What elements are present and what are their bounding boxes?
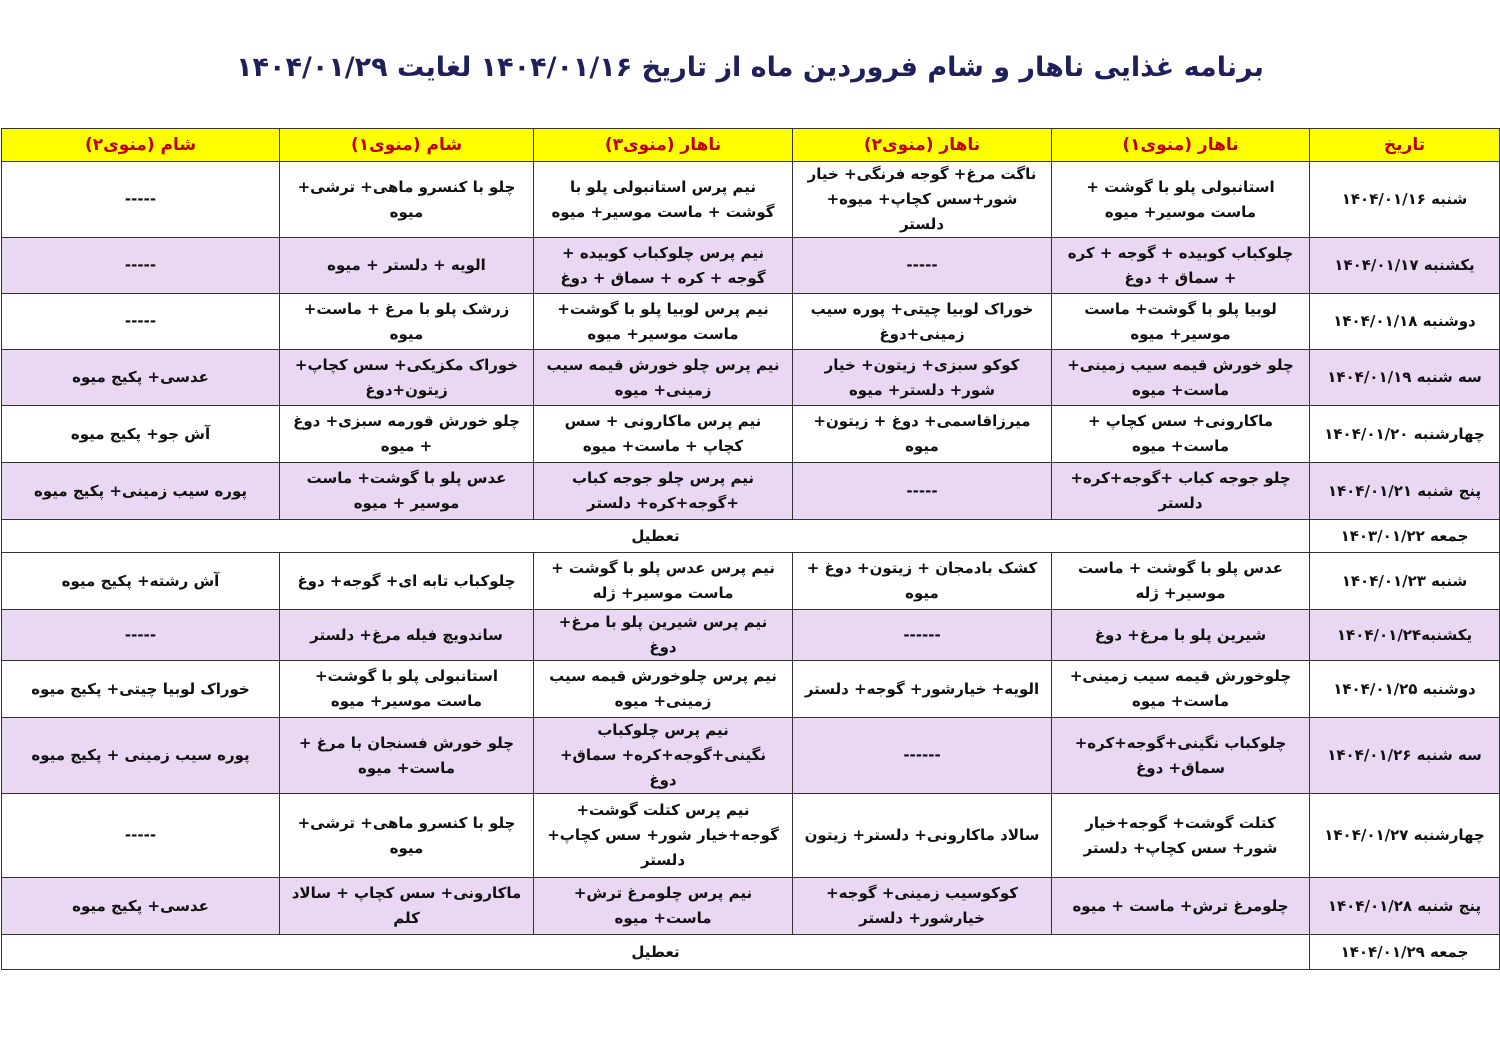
lunch-menu-3-cell: نیم پرس چلومرغ ترش+ ماست+ میوه [534,878,793,935]
date-cell: شنبه ۱۴۰۴/۰۱/۱۶ [1310,162,1500,238]
lunch-menu-1-cell: چلوخورش قیمه سیب زمینی+ ماست+ میوه [1052,661,1310,718]
lunch-menu-2-cell: کشک بادمجان + زیتون+ دوغ + میوه [793,553,1052,610]
date-cell: جمعه ۱۴۰۴/۰۱/۲۹ [1310,935,1500,970]
table-row [2,162,1500,238]
date-cell: سه شنبه ۱۴۰۴/۰۱/۲۶ [1310,718,1500,794]
date-cell: یکشنبه ۱۴۰۴/۰۱/۱۷ [1310,238,1500,294]
date-cell: سه شنبه ۱۴۰۴/۰۱/۱۹ [1310,350,1500,406]
header-row [2,129,1500,162]
date-cell: پنج شنبه ۱۴۰۴/۰۱/۲۸ [1310,878,1500,935]
date-cell: پنج شنبه ۱۴۰۴/۰۱/۲۱ [1310,463,1500,520]
date-cell: دوشنبه ۱۴۰۴/۰۱/۲۵ [1310,661,1500,718]
header-dinner-menu-2: شام (منوی۲) [2,129,280,162]
table-row [2,463,1500,520]
table-row [2,661,1500,718]
header-date: تاریخ [1310,129,1500,162]
lunch-menu-1-cell: چلومرغ ترش+ ماست + میوه [1052,878,1310,935]
lunch-menu-2-cell: ----- [793,463,1052,520]
holiday-cell: تعطیل [2,520,1310,553]
lunch-menu-3-cell: نیم پرس لوبیا پلو با گوشت+ ماست موسیر+ میوه [534,294,793,350]
lunch-menu-3-cell: نیم پرس کتلت گوشت+ گوجه+خیار شور+ سس کچاپ+ دلستر [534,794,793,878]
lunch-menu-2-cell: ------ [793,610,1052,661]
lunch-menu-2-cell: الویه+ خیارشور+ گوجه+ دلستر [793,661,1052,718]
dinner-menu-1-cell: خوراک مکزیکی+ سس کچاپ+ زیتون+دوغ [280,350,534,406]
holiday-cell: تعطیل [2,935,1310,970]
table-body [2,162,1500,970]
lunch-menu-1-cell: چلو خورش قیمه سیب زمینی+ ماست+ میوه [1052,350,1310,406]
dinner-menu-2-cell: ----- [2,294,280,350]
page-title: برنامه غذایی ناهار و شام فروردین ماه از تاریخ ۱۴۰۴/۰۱/۱۶ لغایت ۱۴۰۴/۰۱/۲۹ [236,52,1264,83]
header-dinner-menu-1: شام (منوی۱) [280,129,534,162]
lunch-menu-1-cell: چلوکباب کوبیده + گوجه + کره + سماق + دوغ [1052,238,1310,294]
lunch-menu-1-cell: لوبیا پلو با گوشت+ ماست موسیر+ میوه [1052,294,1310,350]
dinner-menu-2-cell: خوراک لوبیا چیتی+ پکیج میوه [2,661,280,718]
lunch-menu-2-cell: ----- [793,238,1052,294]
dinner-menu-1-cell: استانبولی پلو با گوشت+ ماست موسیر+ میوه [280,661,534,718]
dinner-menu-1-cell: ساندویچ فیله مرغ+ دلستر [280,610,534,661]
dinner-menu-1-cell: عدس پلو با گوشت+ ماست موسیر + میوه [280,463,534,520]
date-cell: جمعه ۱۴۰۳/۰۱/۲۲ [1310,520,1500,553]
lunch-menu-2-cell: میرزاقاسمی+ دوغ + زیتون+ میوه [793,406,1052,463]
lunch-menu-1-cell: عدس پلو با گوشت + ماست موسیر+ ژله [1052,553,1310,610]
lunch-menu-3-cell: نیم پرس ماکارونی + سس کچاپ + ماست+ میوه [534,406,793,463]
date-cell: چهارشنبه ۱۴۰۴/۰۱/۲۷ [1310,794,1500,878]
table-row [2,294,1500,350]
dinner-menu-2-cell: عدسی+ پکیج میوه [2,878,280,935]
header-lunch-menu-2: ناهار (منوی۲) [793,129,1052,162]
table-row [2,350,1500,406]
lunch-menu-3-cell: نیم پرس چلوکباب کوبیده + گوجه + کره + سماق + دوغ [534,238,793,294]
dinner-menu-2-cell: ----- [2,238,280,294]
dinner-menu-1-cell: چلو با کنسرو ماهی+ ترشی+ میوه [280,162,534,238]
lunch-menu-1-cell: شیرین پلو با مرغ+ دوغ [1052,610,1310,661]
dinner-menu-2-cell: پوره سیب زمینی + پکیج میوه [2,718,280,794]
dinner-menu-1-cell: ماکارونی+ سس کچاپ + سالاد کلم [280,878,534,935]
table-row [2,553,1500,610]
holiday-row [2,520,1500,553]
dinner-menu-1-cell: زرشک پلو با مرغ + ماست+ میوه [280,294,534,350]
lunch-menu-2-cell: خوراک لوبیا چیتی+ پوره سیب زمینی+دوغ [793,294,1052,350]
date-cell: دوشنبه ۱۴۰۴/۰۱/۱۸ [1310,294,1500,350]
lunch-menu-1-cell: کتلت گوشت+ گوجه+خیار شور+ سس کچاپ+ دلستر [1052,794,1310,878]
dinner-menu-1-cell: چلو خورش قورمه سبزی+ دوغ + میوه [280,406,534,463]
dinner-menu-2-cell: ----- [2,162,280,238]
dinner-menu-2-cell: ----- [2,610,280,661]
date-cell: یکشنبه۱۴۰۴/۰۱/۲۴ [1310,610,1500,661]
lunch-menu-2-cell: کوکوسیب زمینی+ گوجه+ خیارشور+ دلستر [793,878,1052,935]
header-lunch-menu-1: ناهار (منوی۱) [1052,129,1310,162]
dinner-menu-2-cell: آش جو+ پکیج میوه [2,406,280,463]
lunch-menu-3-cell: نیم پرس چلو خورش قیمه سیب زمینی+ میوه [534,350,793,406]
table-row [2,238,1500,294]
meal-schedule-table [1,128,1500,970]
header-lunch-menu-3: ناهار (منوی۳) [534,129,793,162]
lunch-menu-3-cell: نیم پرس عدس پلو با گوشت + ماست موسیر+ ژله [534,553,793,610]
lunch-menu-2-cell: ناگت مرغ+ گوجه فرنگی+ خیار شور+سس کچاپ+ میوه+ دلستر [793,162,1052,238]
lunch-menu-3-cell: نیم پرس چلوخورش قیمه سیب زمینی+ میوه [534,661,793,718]
table-row [2,406,1500,463]
dinner-menu-1-cell: چلوکباب تابه ای+ گوجه+ دوغ [280,553,534,610]
lunch-menu-2-cell: ------ [793,718,1052,794]
lunch-menu-2-cell: کوکو سبزی+ زیتون+ خیار شور+ دلستر+ میوه [793,350,1052,406]
lunch-menu-1-cell: ماکارونی+ سس کچاپ + ماست+ میوه [1052,406,1310,463]
table-row [2,610,1500,661]
dinner-menu-2-cell: پوره سیب زمینی+ پکیج میوه [2,463,280,520]
dinner-menu-2-cell: عدسی+ پکیج میوه [2,350,280,406]
lunch-menu-3-cell: نیم پرس چلوکباب نگینی+گوجه+کره+ سماق+ دوغ [534,718,793,794]
holiday-row [2,935,1500,970]
lunch-menu-1-cell: چلو جوجه کباب +گوجه+کره+ دلستر [1052,463,1310,520]
table-row [2,718,1500,794]
dinner-menu-1-cell: چلو خورش فسنجان با مرغ + ماست+ میوه [280,718,534,794]
lunch-menu-3-cell: نیم پرس چلو جوجه کباب +گوجه+کره+ دلستر [534,463,793,520]
dinner-menu-1-cell: چلو با کنسرو ماهی+ ترشی+ میوه [280,794,534,878]
dinner-menu-2-cell: ----- [2,794,280,878]
lunch-menu-2-cell: سالاد ماکارونی+ دلستر+ زیتون [793,794,1052,878]
date-cell: شنبه ۱۴۰۴/۰۱/۲۳ [1310,553,1500,610]
dinner-menu-1-cell: الویه + دلستر + میوه [280,238,534,294]
table-row [2,878,1500,935]
lunch-menu-3-cell: نیم پرس استانبولی پلو با گوشت + ماست موسیر+ میوه [534,162,793,238]
lunch-menu-1-cell: استانبولی پلو با گوشت + ماست موسیر+ میوه [1052,162,1310,238]
lunch-menu-1-cell: چلوکباب نگینی+گوجه+کره+ سماق+ دوغ [1052,718,1310,794]
lunch-menu-3-cell: نیم پرس شیرین پلو با مرغ+ دوغ [534,610,793,661]
table-row [2,794,1500,878]
date-cell: چهارشنبه ۱۴۰۴/۰۱/۲۰ [1310,406,1500,463]
dinner-menu-2-cell: آش رشته+ پکیج میوه [2,553,280,610]
